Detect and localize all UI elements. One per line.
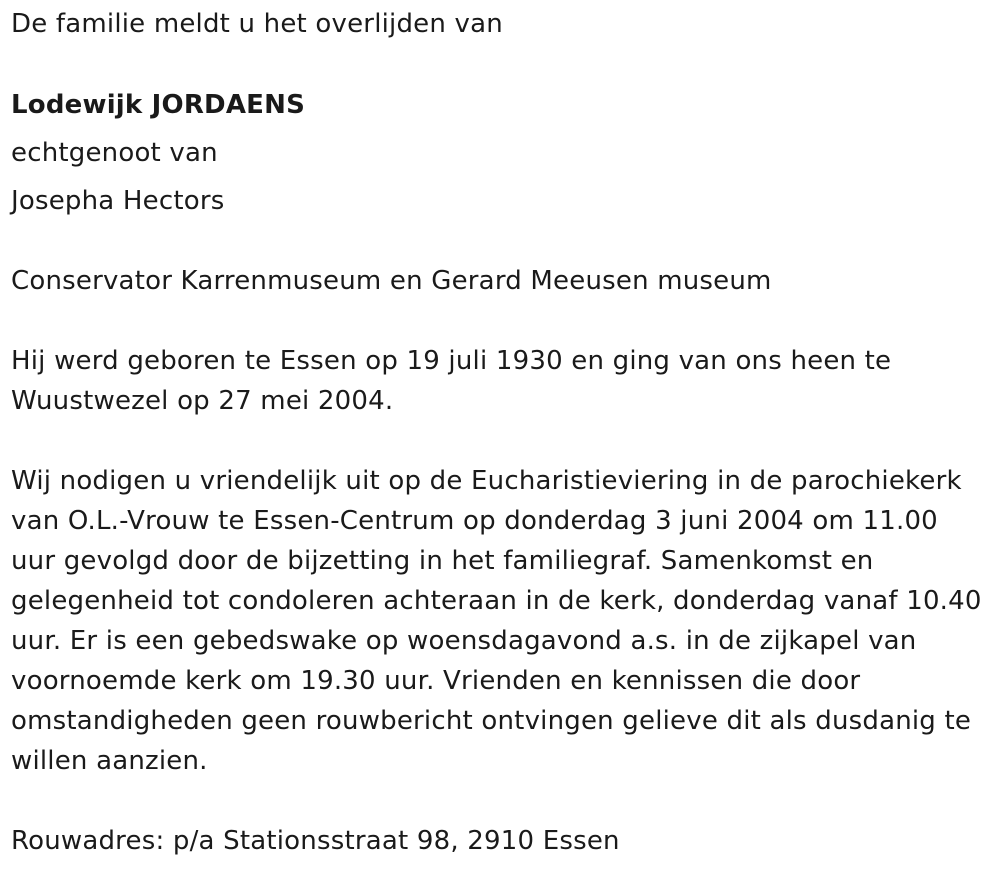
paragraph-line: voornoemde kerk om 19.30 uur. Vrienden en kennissen die door — [11, 666, 861, 696]
paragraph-line: omstandigheden geen rouwbericht ontvingen gelieve dit als dusdanig te — [11, 706, 972, 736]
paragraph-line: Hij werd geboren te Essen op 19 juli 1930 en ging van ons heen te — [11, 346, 892, 376]
paragraph-line: Wuustwezel op 27 mei 2004. — [11, 386, 394, 416]
spouse-name: Josepha Hectors — [11, 186, 225, 216]
paragraph-line: van O.L.-Vrouw te Essen-Centrum op donderdag 3 juni 2004 om 11.00 — [11, 506, 938, 536]
relation-text: echtgenoot van — [11, 138, 218, 168]
mourning-address: Rouwadres: p/a Stationsstraat 98, 2910 Essen — [11, 826, 620, 856]
deceased-name: Lodewijk JORDAENS — [11, 90, 306, 120]
paragraph-line: uur. Er is een gebedswake op woensdagavond a.s. in de zijkapel van — [11, 626, 917, 656]
paragraph-line: gelegenheid tot condoleren achteraan in de kerk, donderdag vanaf 10.40 — [11, 586, 982, 616]
birth-death-paragraph — [11, 341, 996, 421]
paragraph-line: willen aanzien. — [11, 746, 208, 776]
deceased-title: Conservator Karrenmuseum en Gerard Meeusen museum — [11, 266, 772, 296]
paragraph-line: Wij nodigen u vriendelijk uit op de Eucharistieviering in de parochiekerk — [11, 466, 962, 496]
paragraph-line: uur gevolgd door de bijzetting in het familiegraf. Samenkomst en — [11, 546, 874, 576]
intro-text: De familie meldt u het overlijden van — [11, 9, 503, 39]
ceremony-paragraph — [11, 461, 996, 781]
